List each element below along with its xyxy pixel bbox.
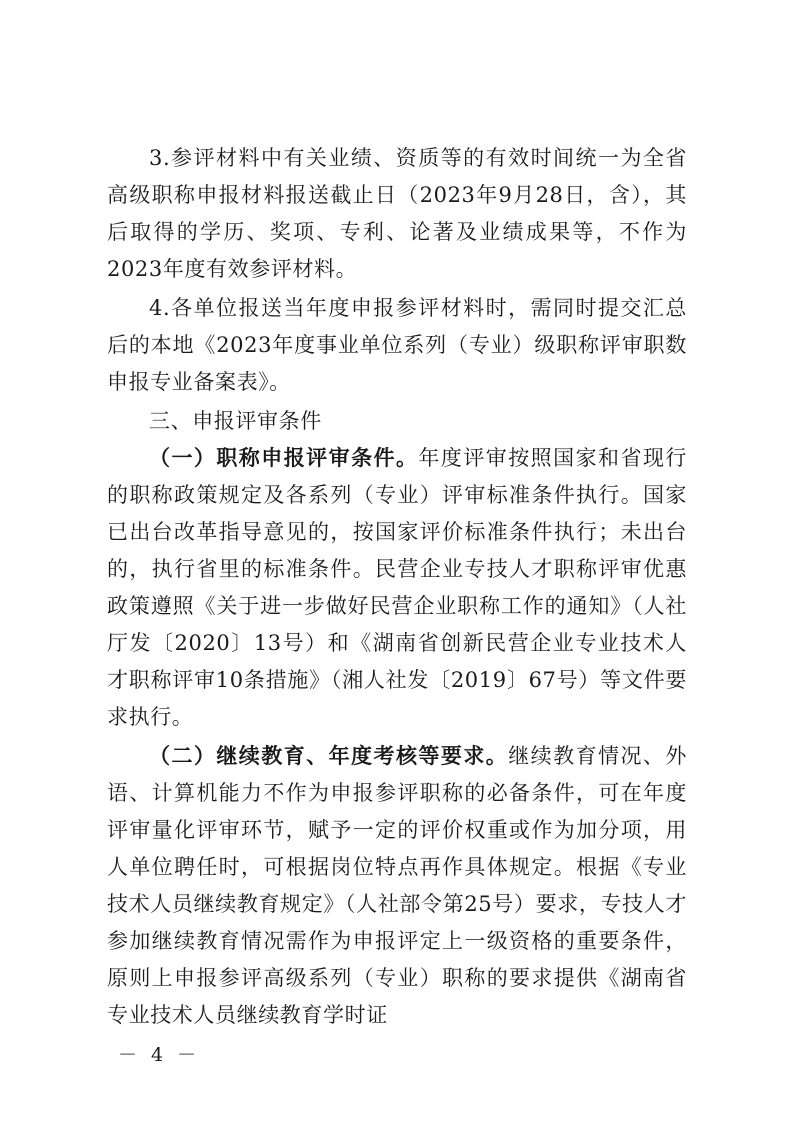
section-heading: 三、申报评审条件	[149, 409, 322, 433]
document-body	[107, 140, 687, 1034]
page-number: － 4 －	[118, 1044, 201, 1066]
subsection-body: 继续教育情况、外语、计算机能力不作为申报参评职称的必备条件，可在年度评审量化评审环节，赋予一定的评价权重或作为加分项，用人单位聘任时，可根据岗位特点再作具体规定。根据《专业技术人员继续教育规定》（人社部令第25号）要求，专技人才参加继续教育情况需作为申报评定上一级资格的重要条件，原则上申报参评高级系列（专业）职称的要求提供《湖南省专业技术人员继续教育学时证	[107, 744, 687, 1027]
subsection-body: 年度评审按照国家和省现行的职称政策规定及各系列（专业）评审标准条件执行。国家已出台改革指导意见的，按国家评价标准条件执行；未出台的，执行省里的标准条件。民营企业专技人才职称评审优惠政策遵照《关于进一步做好民营企业职称工作的通知》（人社厅发〔2020〕13号）和《湖南省创新民营企业专业技术人才职称评审10条措施》（湘人社发〔2019〕67号）等文件要求执行。	[107, 446, 687, 729]
subsection-continuing-education	[107, 738, 687, 1034]
paragraph-item-4: 4.各单位报送当年度申报参评材料时，需同时提交汇总后的本地《2023年度事业单位系列（专业）级职称评审职数申报专业备案表》。	[107, 296, 687, 394]
paragraph-item-3: 3.参评材料中有关业绩、资质等的有效时间统一为全省高级职称申报材料报送截止日（2023年9月28日，含），其后取得的学历、奖项、专利、论著及业绩成果等，不作为2023年度有效参评材料。	[107, 146, 687, 281]
subsection-lead: （二）继续教育、年度考核等要求。	[149, 744, 509, 768]
subsection-qualification-conditions	[107, 440, 687, 736]
subsection-lead: （一）职称申报评审条件。	[149, 446, 419, 470]
